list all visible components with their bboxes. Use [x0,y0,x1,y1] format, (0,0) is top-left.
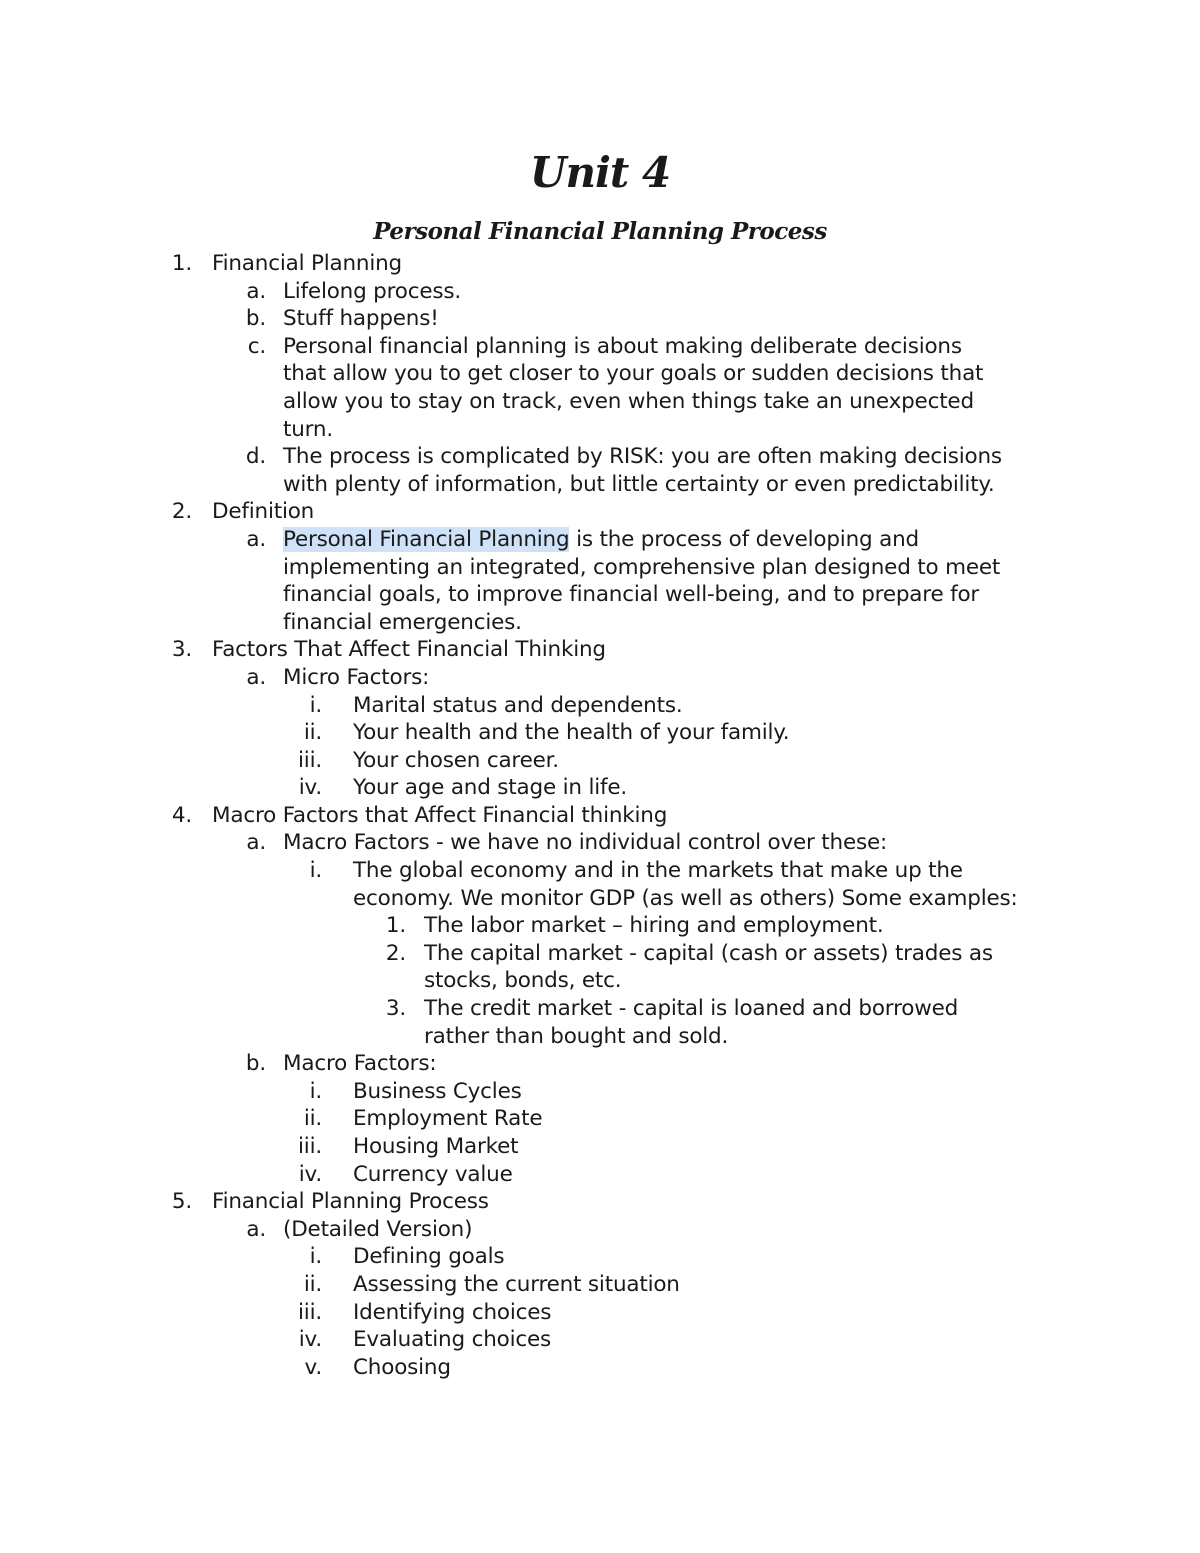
list-marker: 3. [171,637,192,663]
list-text: that allow you to get closer to your goals or sudden decisions that [283,361,984,387]
document-subtitle: Personal Financial Planning Process [373,218,827,245]
list-text: (Detailed Version) [283,1216,473,1242]
list-text: The credit market - capital is loaned and borrowed [424,996,959,1022]
list-text: Employment Rate [353,1106,543,1132]
list-text: Currency value [353,1161,513,1187]
list-text: Personal financial planning is about making deliberate decisions [283,333,962,359]
list-item-level3 [0,1105,1200,1133]
list-item-level3 [0,1354,1200,1382]
list-text-continuation [0,360,1200,388]
list-text: Macro Factors: [283,1051,437,1077]
list-item-level3 [0,857,1200,885]
list-item-level3 [0,774,1200,802]
list-item-level1 [0,802,1200,830]
list-text: stocks, bonds, etc. [424,968,622,994]
list-item-level3 [0,1271,1200,1299]
list-text: Your age and stage in life. [353,775,628,801]
list-item-level1 [0,636,1200,664]
list-text: Evaluating choices [353,1327,551,1353]
list-text [283,526,919,554]
list-marker: i. [309,1244,322,1270]
list-text-continuation [0,885,1200,913]
list-text: allow you to stay on track, even when things take an unexpected [283,388,974,414]
list-text: with plenty of information, but little certainty or even predictability. [283,471,995,497]
list-text: financial emergencies. [283,609,522,635]
list-marker: 3. [385,996,406,1022]
list-marker: i. [309,1078,322,1104]
list-item-level4 [0,912,1200,940]
list-item-level3 [0,692,1200,720]
list-text-continuation [0,609,1200,637]
list-text: Stuff happens! [283,306,439,332]
list-marker: 1. [171,251,192,276]
list-text: Defining goals [353,1244,505,1270]
list-marker: d. [245,444,266,470]
list-marker: 4. [171,802,192,828]
list-text: Macro Factors - we have no individual control over these: [283,830,888,856]
list-text: Business Cycles [353,1078,522,1104]
list-text: The capital market - capital (cash or assets) trades as [424,940,993,966]
list-marker: 2. [171,499,192,525]
list-text: Your health and the health of your family. [353,720,790,746]
list-item-level3 [0,1243,1200,1271]
list-marker: 5. [171,1189,192,1215]
list-marker: a. [246,526,266,552]
list-item-level1 [0,250,1200,278]
list-text-continuation [0,1023,1200,1051]
list-item-level3 [0,1078,1200,1106]
list-marker: ii. [303,1271,322,1297]
list-text-continuation [0,471,1200,499]
list-item-level2 [0,333,1200,361]
list-text: Your chosen career. [353,747,559,773]
list-text: Micro Factors: [283,664,430,690]
section-heading: Financial Planning Process [212,1189,489,1215]
list-marker: 2. [385,940,406,966]
list-text: Choosing [353,1354,451,1380]
list-marker: b. [245,306,266,332]
list-text: financial goals, to improve financial well-being, and to prepare for [283,582,980,608]
list-item-level4 [0,995,1200,1023]
list-item-level3 [0,1326,1200,1354]
section-heading: Financial Planning [212,251,402,276]
list-text: The labor market – hiring and employment. [424,913,884,939]
section-heading: Factors That Affect Financial Thinking [212,637,606,663]
list-marker: iv. [298,775,322,801]
section-heading: Macro Factors that Affect Financial thinking [212,802,668,828]
list-text: The global economy and in the markets that make up the [353,858,963,884]
list-item-level2 [0,305,1200,333]
list-item-level2 [0,278,1200,306]
list-marker: v. [304,1354,322,1380]
list-text: turn. [283,416,333,442]
list-text-continuation [0,554,1200,582]
list-marker: iii. [298,1299,322,1325]
list-marker: ii. [303,720,322,746]
list-marker: iv. [298,1161,322,1187]
list-marker: ii. [303,1106,322,1132]
list-marker: i. [309,858,322,884]
list-marker: a. [246,1216,266,1242]
list-text-continuation [0,581,1200,609]
list-item-level2 [0,1216,1200,1244]
list-text: Assessing the current situation [353,1271,680,1297]
list-marker: i. [309,692,322,718]
section-heading: Definition [212,499,315,525]
list-item-level3 [0,747,1200,775]
document-title: Unit 4 [529,148,671,197]
list-marker: iv. [298,1327,322,1353]
highlighted-term: Personal Financial Planning [283,526,570,552]
list-marker: iii. [298,747,322,773]
list-item-level1 [0,498,1200,526]
list-text: Housing Market [353,1134,519,1159]
list-text: rather than bought and sold. [424,1023,729,1049]
list-text: Identifying choices [353,1299,552,1325]
list-text: Marital status and dependents. [353,692,683,718]
list-marker: a. [246,278,266,304]
list-marker: iii. [298,1134,322,1159]
list-text-continuation [0,416,1200,444]
list-marker: a. [246,830,266,856]
definition-text: is the process of developing and [569,526,919,552]
list-text: Lifelong process. [283,278,462,304]
list-item-level1 [0,1188,1200,1216]
list-text: The process is complicated by RISK: you are often making decisions [283,444,1002,470]
list-marker: 1. [385,913,406,939]
list-item-level2 [0,1050,1200,1078]
list-marker: a. [246,664,266,690]
list-text-continuation [0,967,1200,995]
list-marker: b. [245,1051,266,1077]
list-item-level3 [0,1161,1200,1189]
list-item-level2 [0,526,1200,554]
list-item-level2 [0,664,1200,692]
list-item-level4 [0,940,1200,968]
list-text: economy. We monitor GDP (as well as others) Some examples: [353,885,1018,911]
list-item-level3 [0,719,1200,747]
list-text-continuation [0,388,1200,416]
outline-list [0,250,1200,1381]
list-item-level2 [0,829,1200,857]
list-item-level3 [0,1133,1200,1161]
list-marker: c. [247,333,266,359]
list-item-level2 [0,443,1200,471]
list-item-level3 [0,1299,1200,1327]
list-text: implementing an integrated, comprehensive plan designed to meet [283,554,1001,580]
